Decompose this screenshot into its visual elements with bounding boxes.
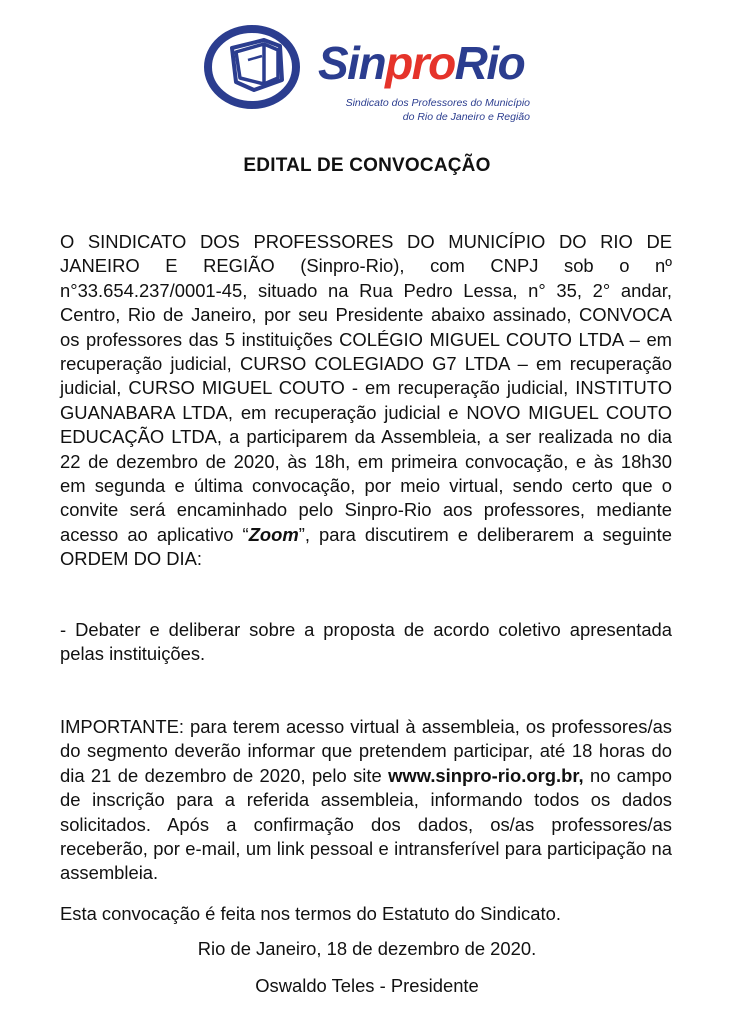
letterhead xyxy=(0,18,734,128)
brand-logo: SinproRio xyxy=(318,37,525,89)
convocation-paragraph xyxy=(60,230,672,572)
open-book-globe-icon xyxy=(202,22,302,112)
statute-note: Esta convocação é feita nos termos do Estatuto do Sindicato. xyxy=(60,903,561,924)
important-paragraph xyxy=(60,715,672,886)
document-title: EDITAL DE CONVOCAÇÃO xyxy=(243,155,491,176)
convocation-text-end: ”, para discutirem e deliberarem a seguinte ORDEM DO DIA: xyxy=(60,523,672,570)
brand-tagline xyxy=(318,96,530,124)
important-text-end: no campo de inscrição para a referida assembleia, informando todos os dados solicitados. Após a confirmação dos dados, os/as professores/as receberão, por e-mail, um link pessoal e intransferível para participação na assembleia. xyxy=(60,764,672,884)
signature: Oswaldo Teles - Presidente xyxy=(255,975,479,996)
convocation-text: O SINDICATO DOS PROFESSORES DO MUNICÍPIO DO RIO DE JANEIRO E REGIÃO (Sinpro-Rio), com CNPJ sob o nº n°33.654.237/0001-45, situado na Rua Pedro Lessa, n° 35, 2° andar, Centro, Rio de Janeiro, por seu Presidente abaixo assinado, CONVOCA os professores das 5 instituições COLÉGIO MIGUEL COUTO LTDA – em recuperação judicial, CURSO COLEGIADO G7 LTDA – em recuperação judicial, CURSO MIGUEL COUTO - em recuperação judicial, INSTITUTO GUANABARA LTDA, em recuperação judicial e NOVO MIGUEL COUTO EDUCAÇÃO LTDA, a participarem da Assembleia, a ser realizada no dia 22 de dezembro de 2020, às 18h, em primeira convocação, e às 18h30 em segunda e última convocação, por meio virtual, sendo certo que o convite será encaminhado pelo Sinpro-Rio aos professores, mediante acesso ao aplicativo “ xyxy=(60,231,672,545)
zoom-app-name: Zoom xyxy=(248,523,299,545)
agenda-item: - Debater e deliberar sobre a proposta de acordo coletivo apresentada pelas instituições. xyxy=(60,619,672,665)
website-link[interactable]: www.sinpro-rio.org.br, xyxy=(388,764,584,786)
tagline-line-2: do Rio de Janeiro e Região xyxy=(402,111,530,123)
tagline-line-1: Sindicato dos Professores do Município xyxy=(345,97,530,109)
important-text: IMPORTANTE: para terem acesso virtual à assembleia, os professores/as do segmento deverão informar que pretendem participar, até 18 horas do dia 21 de dezembro de 2020, pelo site xyxy=(60,716,672,786)
place-date: Rio de Janeiro, 18 de dezembro de 2020. xyxy=(197,938,537,959)
